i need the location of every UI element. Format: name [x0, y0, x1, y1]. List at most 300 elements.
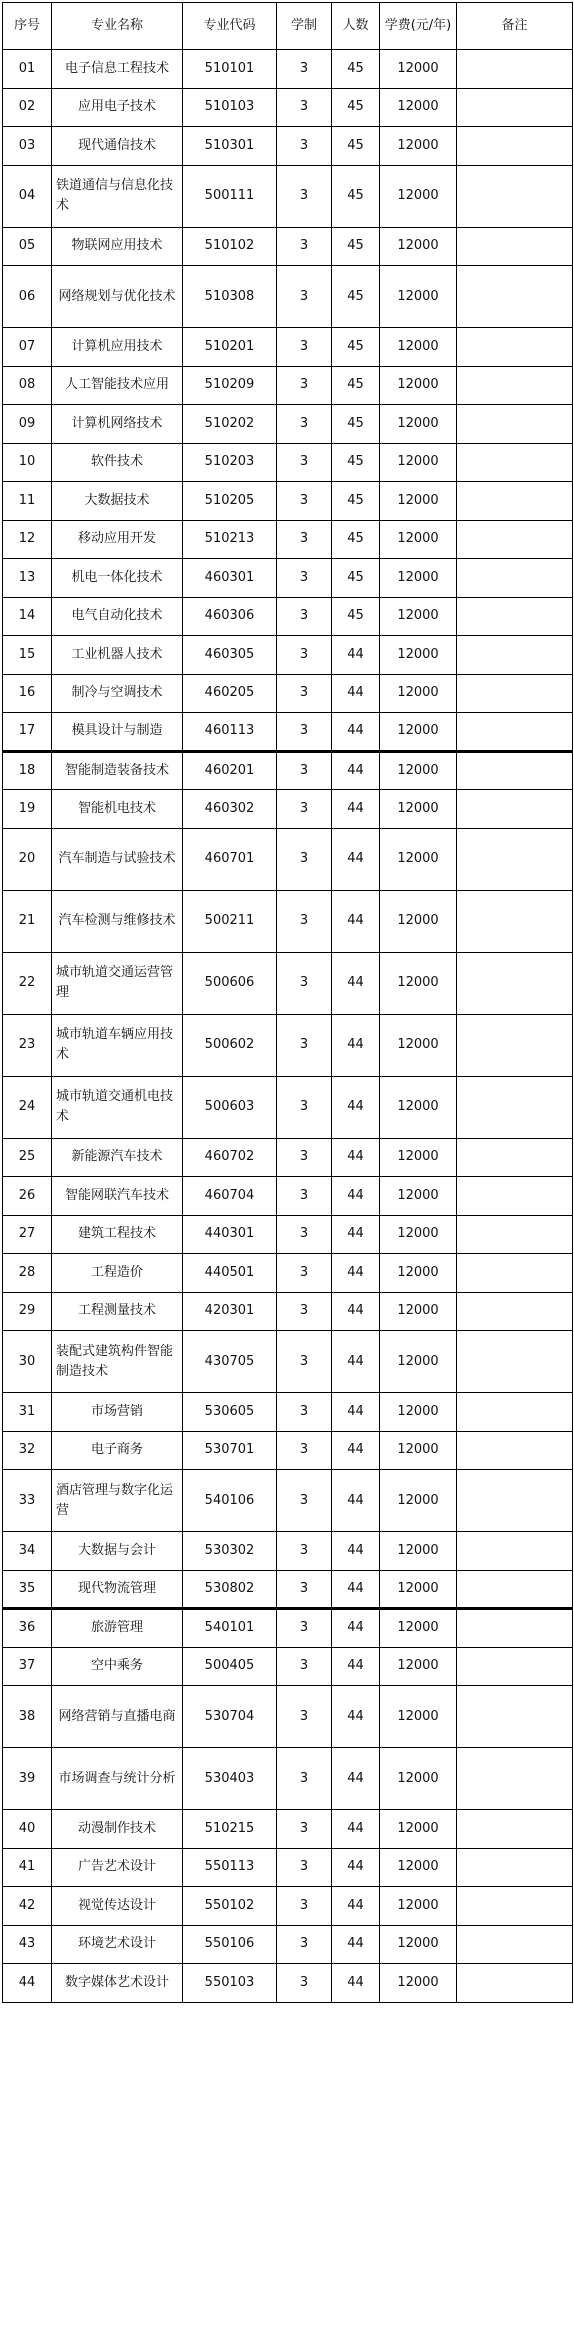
major-name: 市场营销 [90, 1403, 143, 1419]
major-name: 工程造价 [90, 1264, 143, 1280]
major-name: 铁道通信与信息化技术 [56, 178, 174, 213]
table-row [3, 443, 573, 482]
cell-duration: 3 [277, 50, 332, 89]
cell-note [457, 1686, 573, 1748]
cell-count: 44 [332, 1177, 380, 1216]
major-name: 网络规划与优化技术 [58, 288, 176, 304]
major-name: 工业机器人技术 [71, 646, 163, 662]
major-name: 视觉传达设计 [77, 1897, 156, 1913]
cell-index: 20 [3, 828, 52, 890]
cell-code: 530605 [183, 1393, 277, 1432]
table-row [3, 559, 573, 598]
cell-fee: 12000 [380, 1532, 457, 1571]
cell-count: 45 [332, 50, 380, 89]
cell-fee: 12000 [380, 1431, 457, 1470]
cell-note [457, 266, 573, 328]
cell-note [457, 1393, 573, 1432]
major-name: 应用电子技术 [77, 99, 156, 115]
table-row [3, 1177, 573, 1216]
cell-count: 44 [332, 1609, 380, 1648]
major-name: 数字媒体艺术设计 [64, 1974, 169, 1990]
cell-code: 460113 [183, 713, 277, 752]
cell-code: 460305 [183, 636, 277, 675]
major-name: 人工智能技术应用 [64, 377, 169, 393]
cell-index: 43 [3, 1925, 52, 1964]
cell-name [52, 1470, 183, 1532]
cell-index: 31 [3, 1393, 52, 1432]
cell-code: 540106 [183, 1470, 277, 1532]
cell-fee: 12000 [380, 1609, 457, 1648]
cell-code: 500211 [183, 890, 277, 952]
cell-duration: 3 [277, 1647, 332, 1686]
cell-count: 45 [332, 443, 380, 482]
major-name: 智能机电技术 [77, 800, 156, 816]
cell-count: 44 [332, 1215, 380, 1254]
cell-duration: 3 [277, 482, 332, 521]
table-row [3, 1925, 573, 1964]
cell-name [52, 1748, 183, 1810]
cell-duration: 3 [277, 405, 332, 444]
cell-fee: 12000 [380, 674, 457, 713]
cell-note [457, 165, 573, 227]
table-row [3, 405, 573, 444]
cell-fee: 12000 [380, 127, 457, 166]
cell-index: 37 [3, 1647, 52, 1686]
major-name: 网络营销与直播电商 [58, 1708, 176, 1724]
cell-duration: 3 [277, 1431, 332, 1470]
major-name: 城市轨道交通运营管理 [56, 965, 174, 1000]
cell-name [52, 1532, 183, 1571]
cell-note [457, 790, 573, 829]
cell-index: 03 [3, 127, 52, 166]
cell-count: 44 [332, 674, 380, 713]
cell-duration: 3 [277, 520, 332, 559]
cell-duration: 3 [277, 1609, 332, 1648]
cell-index: 38 [3, 1686, 52, 1748]
cell-note [457, 227, 573, 266]
cell-fee: 12000 [380, 1964, 457, 2003]
cell-code: 460205 [183, 674, 277, 713]
major-name: 汽车制造与试验技术 [58, 851, 176, 866]
table-body [3, 50, 573, 2003]
cell-index: 19 [3, 790, 52, 829]
table-row [3, 1292, 573, 1331]
cell-fee: 12000 [380, 520, 457, 559]
table-row [3, 890, 573, 952]
cell-fee: 12000 [380, 1177, 457, 1216]
cell-index: 33 [3, 1470, 52, 1532]
cell-note [457, 1810, 573, 1849]
major-name: 机电一体化技术 [71, 569, 163, 585]
cell-duration: 3 [277, 1748, 332, 1810]
cell-note [457, 443, 573, 482]
cell-index: 09 [3, 405, 52, 444]
cell-index: 32 [3, 1431, 52, 1470]
table-row [3, 636, 573, 675]
cell-code: 460301 [183, 559, 277, 598]
major-name: 制冷与空调技术 [71, 685, 163, 701]
cell-name [52, 1215, 183, 1254]
cell-index: 13 [3, 559, 52, 598]
table-row [3, 50, 573, 89]
cell-index: 01 [3, 50, 52, 89]
cell-note [457, 674, 573, 713]
cell-index: 11 [3, 482, 52, 521]
cell-count: 44 [332, 1014, 380, 1076]
cell-duration: 3 [277, 1686, 332, 1748]
table-row [3, 1570, 573, 1609]
cell-name [52, 328, 183, 367]
cell-count: 44 [332, 890, 380, 952]
cell-name [52, 790, 183, 829]
table-row [3, 266, 573, 328]
cell-duration: 3 [277, 1925, 332, 1964]
cell-duration: 3 [277, 1076, 332, 1138]
major-name: 现代通信技术 [77, 137, 156, 153]
cell-index: 26 [3, 1177, 52, 1216]
cell-duration: 3 [277, 713, 332, 752]
cell-duration: 3 [277, 1393, 332, 1432]
major-name: 酒店管理与数字化运营 [56, 1482, 174, 1518]
table-row [3, 165, 573, 227]
major-name: 大数据与会计 [77, 1542, 156, 1558]
table-row [3, 597, 573, 636]
cell-code: 500603 [183, 1076, 277, 1138]
cell-index: 14 [3, 597, 52, 636]
cell-fee: 12000 [380, 1393, 457, 1432]
table-row [3, 952, 573, 1014]
cell-fee: 12000 [380, 1686, 457, 1748]
cell-index: 24 [3, 1076, 52, 1138]
cell-duration: 3 [277, 1964, 332, 2003]
cell-fee: 12000 [380, 328, 457, 367]
header-note: 备注 [457, 3, 573, 50]
cell-duration: 3 [277, 266, 332, 328]
cell-name [52, 1925, 183, 1964]
table-row [3, 88, 573, 127]
cell-note [457, 405, 573, 444]
cell-index: 39 [3, 1748, 52, 1810]
cell-count: 44 [332, 1848, 380, 1887]
cell-note [457, 1470, 573, 1532]
table-row [3, 1254, 573, 1293]
table-row [3, 1331, 573, 1393]
cell-count: 44 [332, 1292, 380, 1331]
cell-index: 27 [3, 1215, 52, 1254]
cell-duration: 3 [277, 1331, 332, 1393]
cell-index: 08 [3, 366, 52, 405]
table-row [3, 1014, 573, 1076]
cell-duration: 3 [277, 88, 332, 127]
cell-fee: 12000 [380, 1254, 457, 1293]
cell-index: 29 [3, 1292, 52, 1331]
cell-code: 430705 [183, 1331, 277, 1393]
cell-name [52, 751, 183, 790]
header-fee: 学费(元/年) [380, 3, 457, 50]
major-name: 环境艺术设计 [77, 1936, 156, 1952]
cell-code: 510203 [183, 443, 277, 482]
major-name: 空中乘务 [90, 1658, 143, 1674]
table-row [3, 1215, 573, 1254]
cell-code: 510301 [183, 127, 277, 166]
cell-index: 07 [3, 328, 52, 367]
cell-name [52, 636, 183, 675]
cell-duration: 3 [277, 1177, 332, 1216]
cell-name [52, 1647, 183, 1686]
cell-duration: 3 [277, 952, 332, 1014]
header-count: 人数 [332, 3, 380, 50]
table-row [3, 127, 573, 166]
cell-index: 40 [3, 1810, 52, 1849]
cell-duration: 3 [277, 127, 332, 166]
cell-name [52, 1177, 183, 1216]
cell-code: 530302 [183, 1532, 277, 1571]
cell-note [457, 1331, 573, 1393]
cell-fee: 12000 [380, 952, 457, 1014]
cell-code: 510205 [183, 482, 277, 521]
major-name: 动漫制作技术 [77, 1820, 156, 1836]
cell-count: 44 [332, 1647, 380, 1686]
cell-note [457, 1014, 573, 1076]
major-name: 物联网应用技术 [71, 238, 163, 254]
cell-name [52, 1570, 183, 1609]
cell-count: 44 [332, 790, 380, 829]
cell-duration: 3 [277, 1848, 332, 1887]
cell-fee: 12000 [380, 559, 457, 598]
cell-count: 45 [332, 366, 380, 405]
cell-note [457, 952, 573, 1014]
cell-name [52, 1138, 183, 1177]
cell-name [52, 88, 183, 127]
cell-index: 34 [3, 1532, 52, 1571]
cell-note [457, 1848, 573, 1887]
cell-code: 440501 [183, 1254, 277, 1293]
cell-name [52, 1609, 183, 1648]
table-row [3, 227, 573, 266]
cell-count: 45 [332, 597, 380, 636]
cell-fee: 12000 [380, 1076, 457, 1138]
table-row [3, 1810, 573, 1849]
table-row [3, 328, 573, 367]
cell-index: 42 [3, 1887, 52, 1926]
cell-name [52, 165, 183, 227]
cell-name [52, 952, 183, 1014]
cell-fee: 12000 [380, 890, 457, 952]
cell-count: 44 [332, 1925, 380, 1964]
cell-index: 06 [3, 266, 52, 328]
cell-count: 44 [332, 1686, 380, 1748]
cell-count: 44 [332, 1431, 380, 1470]
table-row [3, 1532, 573, 1571]
cell-count: 44 [332, 1076, 380, 1138]
cell-count: 44 [332, 1810, 380, 1849]
cell-duration: 3 [277, 674, 332, 713]
cell-count: 44 [332, 1138, 380, 1177]
cell-code: 510201 [183, 328, 277, 367]
cell-code: 460201 [183, 751, 277, 790]
cell-fee: 12000 [380, 1887, 457, 1926]
cell-count: 45 [332, 482, 380, 521]
cell-note [457, 1177, 573, 1216]
cell-index: 16 [3, 674, 52, 713]
cell-note [457, 1570, 573, 1609]
cell-note [457, 1215, 573, 1254]
cell-note [457, 559, 573, 598]
cell-count: 45 [332, 88, 380, 127]
cell-name [52, 1076, 183, 1138]
major-name: 计算机网络技术 [71, 415, 163, 431]
table-row [3, 1609, 573, 1648]
cell-duration: 3 [277, 1254, 332, 1293]
cell-name [52, 1887, 183, 1926]
cell-fee: 12000 [380, 1570, 457, 1609]
cell-note [457, 1887, 573, 1926]
cell-name [52, 559, 183, 598]
cell-fee: 12000 [380, 165, 457, 227]
majors-table [2, 2, 573, 2003]
cell-name [52, 1686, 183, 1748]
major-name: 智能网联汽车技术 [64, 1187, 169, 1203]
table-row [3, 790, 573, 829]
cell-index: 02 [3, 88, 52, 127]
cell-name [52, 1292, 183, 1331]
major-name: 旅游管理 [90, 1620, 143, 1636]
cell-code: 500111 [183, 165, 277, 227]
cell-count: 44 [332, 1887, 380, 1926]
cell-index: 44 [3, 1964, 52, 2003]
cell-index: 15 [3, 636, 52, 675]
major-name: 电子商务 [90, 1442, 143, 1458]
header-name: 专业名称 [52, 3, 183, 50]
cell-index: 12 [3, 520, 52, 559]
cell-index: 04 [3, 165, 52, 227]
table-row [3, 1076, 573, 1138]
cell-index: 41 [3, 1848, 52, 1887]
cell-name [52, 1810, 183, 1849]
cell-fee: 12000 [380, 1014, 457, 1076]
major-name: 工程测量技术 [77, 1303, 156, 1319]
cell-count: 44 [332, 1748, 380, 1810]
cell-count: 44 [332, 1331, 380, 1393]
cell-code: 440301 [183, 1215, 277, 1254]
cell-code: 530802 [183, 1570, 277, 1609]
cell-code: 530701 [183, 1431, 277, 1470]
table-row [3, 1431, 573, 1470]
cell-duration: 3 [277, 751, 332, 790]
cell-fee: 12000 [380, 266, 457, 328]
cell-index: 35 [3, 1570, 52, 1609]
cell-name [52, 828, 183, 890]
cell-fee: 12000 [380, 1138, 457, 1177]
cell-code: 500606 [183, 952, 277, 1014]
cell-note [457, 1292, 573, 1331]
major-name: 电子信息工程技术 [64, 60, 169, 76]
cell-name [52, 1254, 183, 1293]
cell-count: 45 [332, 328, 380, 367]
cell-count: 44 [332, 751, 380, 790]
table-row [3, 366, 573, 405]
cell-count: 45 [332, 165, 380, 227]
cell-code: 460306 [183, 597, 277, 636]
table-row [3, 1647, 573, 1686]
cell-duration: 3 [277, 890, 332, 952]
major-name: 汽车检测与维修技术 [58, 913, 176, 928]
cell-note [457, 88, 573, 127]
cell-code: 530403 [183, 1748, 277, 1810]
cell-code: 460704 [183, 1177, 277, 1216]
cell-name [52, 597, 183, 636]
cell-index: 10 [3, 443, 52, 482]
cell-note [457, 1609, 573, 1648]
cell-code: 500405 [183, 1647, 277, 1686]
cell-code: 510308 [183, 266, 277, 328]
cell-count: 44 [332, 1570, 380, 1609]
cell-fee: 12000 [380, 50, 457, 89]
cell-fee: 12000 [380, 713, 457, 752]
cell-duration: 3 [277, 1887, 332, 1926]
cell-fee: 12000 [380, 1810, 457, 1849]
cell-code: 510209 [183, 366, 277, 405]
major-name: 软件技术 [90, 454, 143, 470]
cell-fee: 12000 [380, 1331, 457, 1393]
cell-count: 45 [332, 127, 380, 166]
major-name: 市场调查与统计分析 [58, 1770, 176, 1786]
cell-code: 550102 [183, 1887, 277, 1926]
cell-fee: 12000 [380, 1647, 457, 1686]
cell-fee: 12000 [380, 1470, 457, 1532]
cell-name [52, 1331, 183, 1393]
cell-code: 550103 [183, 1964, 277, 2003]
cell-code: 510215 [183, 1810, 277, 1849]
cell-code: 460302 [183, 790, 277, 829]
cell-fee: 12000 [380, 1292, 457, 1331]
major-name: 广告艺术设计 [77, 1859, 156, 1875]
cell-note [457, 328, 573, 367]
cell-note [457, 50, 573, 89]
header-duration: 学制 [277, 3, 332, 50]
cell-count: 45 [332, 266, 380, 328]
cell-count: 45 [332, 520, 380, 559]
cell-index: 30 [3, 1331, 52, 1393]
table-row [3, 1393, 573, 1432]
cell-code: 510103 [183, 88, 277, 127]
cell-name [52, 482, 183, 521]
cell-note [457, 828, 573, 890]
cell-count: 45 [332, 559, 380, 598]
cell-duration: 3 [277, 597, 332, 636]
cell-index: 18 [3, 751, 52, 790]
cell-note [457, 713, 573, 752]
cell-name [52, 1848, 183, 1887]
cell-fee: 12000 [380, 482, 457, 521]
major-name: 建筑工程技术 [77, 1226, 156, 1242]
cell-duration: 3 [277, 1014, 332, 1076]
cell-duration: 3 [277, 636, 332, 675]
cell-name [52, 266, 183, 328]
cell-duration: 3 [277, 828, 332, 890]
cell-code: 510101 [183, 50, 277, 89]
table-row [3, 1887, 573, 1926]
cell-code: 540101 [183, 1609, 277, 1648]
table-row [3, 1470, 573, 1532]
cell-count: 44 [332, 1393, 380, 1432]
table-row [3, 482, 573, 521]
cell-index: 23 [3, 1014, 52, 1076]
cell-note [457, 1076, 573, 1138]
cell-name [52, 674, 183, 713]
cell-duration: 3 [277, 559, 332, 598]
cell-name [52, 520, 183, 559]
